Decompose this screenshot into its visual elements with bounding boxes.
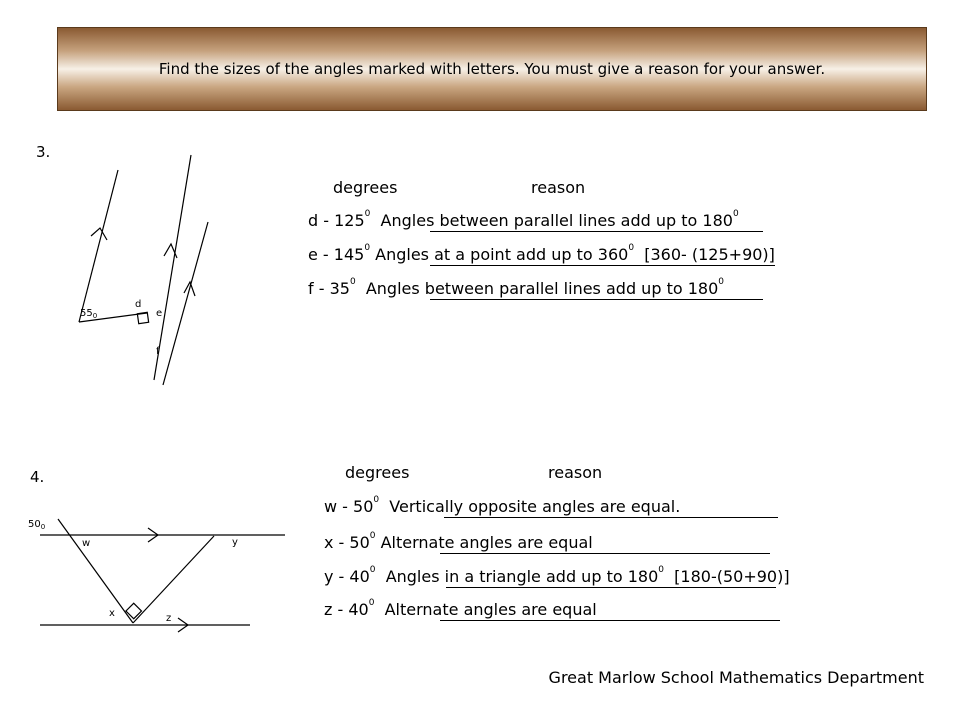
q3-answer-d: d - $125^0$ Angles between parallel lines add up to $180^0$	[308, 209, 739, 230]
label-z: z	[166, 613, 172, 624]
angle-55-label: $55_0$	[80, 308, 98, 320]
q4-underline-w	[444, 517, 778, 518]
instruction-banner	[57, 27, 927, 111]
question-3-number: 3.	[36, 143, 51, 161]
label-d: d	[135, 299, 142, 310]
q4-underline-y	[446, 587, 776, 588]
angle-50-label: $50_0$	[28, 519, 46, 531]
q4-answer-w: w - $50^0$ Vertically opposite angles are equal.	[324, 495, 681, 516]
label-w: w	[82, 538, 91, 549]
q4-reason-header: reason	[548, 463, 603, 482]
q3-degrees-header: degrees	[333, 178, 398, 197]
q4-answer-z: z - $40^0$ Alternate angles are equal	[324, 598, 597, 619]
department-footer: Great Marlow School Mathematics Department	[548, 668, 924, 687]
instruction-text: Find the sizes of the angles marked with letters. You must give a reason for your answer.	[158, 60, 826, 78]
q4-answer-y: y - $40^0$ Angles in a triangle add up to $180^0$ [180-(50+90)]	[324, 565, 790, 586]
q3-underline-e	[430, 265, 775, 266]
q4-degrees-header: degrees	[345, 463, 410, 482]
q3-underline-f	[430, 299, 763, 300]
q3-answer-f: f - $35^0$ Angles between parallel lines add up to $180^0$	[308, 277, 724, 298]
label-f: f	[156, 346, 160, 357]
label-e: e	[156, 308, 163, 319]
label-x: x	[109, 608, 115, 619]
question-4-diagram	[30, 505, 300, 635]
q3-reason-header: reason	[531, 178, 586, 197]
label-y: y	[232, 537, 238, 548]
q4-underline-z	[440, 620, 780, 621]
q4-underline-x	[440, 553, 770, 554]
q3-answer-e: e - $145^0$ Angles at a point add up to $360^0$ [360- (125+90)]	[308, 243, 775, 264]
q3-underline-d	[430, 231, 763, 232]
question-3-diagram	[60, 140, 230, 400]
question-4-number: 4.	[30, 468, 45, 486]
q4-answer-x: x - $50^0$ Alternate angles are equal	[324, 531, 593, 552]
